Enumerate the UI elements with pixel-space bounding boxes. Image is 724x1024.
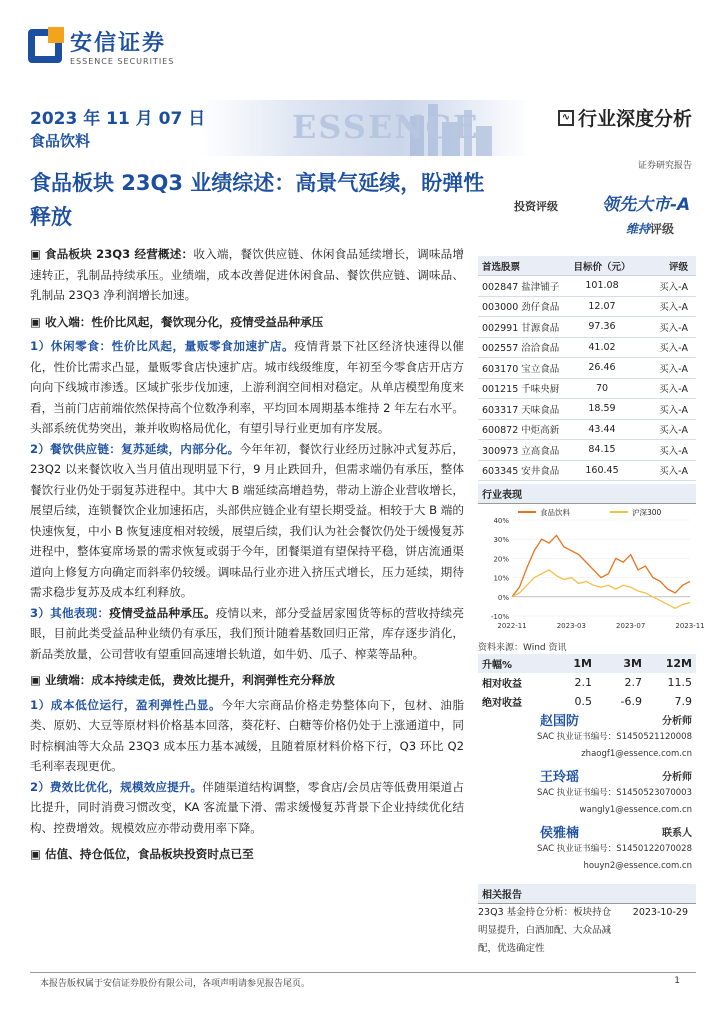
report-title: 食品板块 23Q3 业绩综述：高景气延续，盼弹性释放 <box>30 171 485 229</box>
performance-title: 行业表现 <box>478 484 696 504</box>
col-target: 目标价（元） <box>573 261 631 273</box>
returns-label: 相对收益 <box>482 679 522 690</box>
stock-rating: 买入-A <box>659 343 688 355</box>
col-12m: 12M <box>665 657 692 670</box>
bullet-icon: ▣ <box>30 314 41 329</box>
x-tick-label: 2022-11 <box>497 622 527 630</box>
stock-target-price: 84.15 <box>588 444 616 456</box>
bullet-icon: ▣ <box>30 247 41 261</box>
y-tick-label: -10% <box>490 613 509 621</box>
stock-target-price: 41.02 <box>588 341 616 353</box>
related-title: 相关报告 <box>478 884 696 904</box>
analyst-card <box>478 710 696 763</box>
analyst-name: 王玲瑶 <box>540 770 580 785</box>
stock-target-price: 97.36 <box>588 321 616 333</box>
stock-name: 002847 盐津铺子 <box>482 281 560 293</box>
analyst-cert: SAC 执业证书编号：S1450523070003 <box>536 788 692 798</box>
overview-head: 食品板块 23Q3 经营概述： <box>44 247 194 261</box>
snacks-text: 疫情背景下社区经济快速得以催化，性价比需求凸显，量贩零食店快速扩店。城市线级维度，年初至今零食店开店方向向下线城市渗透。区域扩张步伐加速，上游利润空间相对稳定。从单店模型角度来看，当前门店前端依然保持高个位数净利率，平均回本周期基本维持 2 年左右水平。头部系统优势突出，兼并收购格局优化，有望引导行业更加有序发展。 <box>30 339 464 435</box>
stock-target-price: 101.08 <box>585 280 619 292</box>
returns-1m: 0.5 <box>574 695 592 708</box>
analyst-card <box>478 822 696 875</box>
stock-rating: 买入-A <box>659 445 688 457</box>
catering-paragraph <box>30 439 464 603</box>
rating-value: 领先大市-A <box>602 195 691 215</box>
section-revenue-title: 收入端：性价比风起，餐饮现分化，疫情受益品种承压 <box>45 314 324 329</box>
stock-name: 603345 安井食品 <box>482 466 560 478</box>
stock-target-price: 26.46 <box>588 362 616 374</box>
chart-source: 资料来源：Wind 资讯 <box>478 643 567 653</box>
banner-watermark: ESSENCE <box>292 108 480 146</box>
analyst-card <box>478 766 696 819</box>
footer-divider <box>30 972 696 973</box>
stock-name: 002991 甘源食品 <box>482 322 560 334</box>
expense-paragraph <box>30 777 464 839</box>
expense-head: 2）费效比优化，规模效应提升。 <box>30 779 203 794</box>
x-tick-label: 2023-07 <box>616 622 646 630</box>
brand-logo <box>28 26 174 66</box>
stock-rating: 买入-A <box>659 404 688 416</box>
rating-sub-suffix: 评级 <box>650 222 675 236</box>
col-stock: 首选股票 <box>482 261 521 273</box>
stock-table-header <box>478 256 696 276</box>
col-rating: 评级 <box>668 261 688 273</box>
col-metric: 升幅% <box>482 660 513 671</box>
page-number: 1 <box>674 976 680 986</box>
stock-target-price: 43.44 <box>588 423 616 435</box>
bullet-icon: ▣ <box>30 673 41 687</box>
y-tick-label: 10% <box>493 574 509 583</box>
report-sector: 食品饮料 <box>30 132 91 150</box>
logo-mark-icon <box>28 29 62 63</box>
other-head2: 疫情受益品种承压。 <box>109 605 216 620</box>
returns-row <box>478 673 696 692</box>
y-tick-label: 40% <box>493 517 509 525</box>
stock-name: 300973 立高食品 <box>482 445 560 457</box>
stock-row <box>478 420 696 441</box>
analyst-role: 分析师 <box>662 716 692 727</box>
stock-name: 600872 中炬高新 <box>482 425 560 437</box>
stock-name: 603170 宝立食品 <box>482 363 560 375</box>
stock-row <box>478 297 696 318</box>
stock-rating: 买入-A <box>659 322 688 334</box>
stock-name: 003000 劲仔食品 <box>482 302 560 314</box>
stock-rating: 买入-A <box>659 466 688 478</box>
analyst-email[interactable]: houyn2@essence.com.cn <box>583 861 692 871</box>
stock-row <box>478 440 696 461</box>
stock-target-price: 12.07 <box>588 300 616 312</box>
returns-row <box>478 692 696 711</box>
stock-target-price: 70 <box>595 382 609 394</box>
bullet-icon: ▣ <box>30 847 41 861</box>
related-report-text[interactable]: 23Q3 基金持仓分析：板块持仓明显提升，白酒加配、大众品减配，优选确定性 <box>478 907 612 954</box>
related-report-date: 2023-10-29 <box>632 907 688 918</box>
other-head: 3）其他表现： <box>30 605 110 620</box>
stock-rating: 买入-A <box>659 425 688 437</box>
section-earnings-title: 业绩端：成本持续走低，费效比提升，利润弹性充分释放 <box>45 673 335 687</box>
legend-label: 沪深300 <box>632 508 662 517</box>
rating-sub-value: 维持 <box>626 222 651 236</box>
cost-paragraph <box>30 695 464 777</box>
catering-head: 2）餐饮供应链：复苏延续，内部分化。 <box>30 441 240 456</box>
report-body <box>30 244 464 865</box>
stock-rating: 买入-A <box>659 384 688 396</box>
cost-text: 今年大宗商品价格走势整体向下，包材、油脂类、原奶、大豆等原材料价格基本回落，葵花籽、白糖等价格仍处于上涨通道中，同时棕榈油等大众品 23Q3 成本压力基本减缓，且随着原材料价格下行，Q3 环比 Q2 毛利率表现更优。 <box>30 697 464 773</box>
returns-3m: -6.9 <box>620 695 642 708</box>
brand-name-cn: 安信证券 <box>70 31 167 56</box>
expense-text: 伴随渠道结构调整，零食店/会员店等低费用渠道占比提升，同时消费习惯改变，KA 客流量下滑、需求缓慢复苏背景下企业持续优化结构、控费增效。规模效应亦带动费用率下降。 <box>30 779 464 835</box>
footer-disclaimer: 本报告版权属于安信证券股份有限公司，各项声明请参见报告尾页。 <box>40 979 311 989</box>
stock-rating: 买入-A <box>659 281 688 293</box>
analyst-name: 侯雅楠 <box>540 826 580 841</box>
stock-name: 603317 天味食品 <box>482 404 560 416</box>
other-paragraph <box>30 603 464 665</box>
returns-12m: 7.9 <box>674 695 692 708</box>
x-tick-label: 2023-03 <box>556 622 586 630</box>
related-report[interactable] <box>478 904 696 958</box>
section-valuation-head <box>30 844 464 865</box>
series-line <box>512 570 690 608</box>
doc-subtype: 证券研究报告 <box>637 161 692 171</box>
stock-name: 002557 洽洽食品 <box>482 343 560 355</box>
analyst-role: 联系人 <box>662 828 692 839</box>
brand-name-en: ESSENCE SECURITIES <box>70 57 175 66</box>
analyst-name: 赵国防 <box>540 714 580 729</box>
returns-1m: 2.1 <box>574 676 592 689</box>
col-1m: 1M <box>573 657 592 670</box>
report-date: 2023 年 11 月 07 日 <box>30 109 206 129</box>
analyst-cert: SAC 执业证书编号：S1450122070028 <box>536 844 692 854</box>
y-tick-label: 30% <box>493 536 509 545</box>
other-text: 疫情以来，部分受益居家囤货等标的营收持续亮眼，目前此类受益品种业绩仍有承压，我们预计随着基数回归正常，库存逐步消化，新品类放量，公司营收有望重回高速增长轨道，如牛奶、瓜子、榨菜等品种。 <box>30 605 464 661</box>
section-revenue-head <box>30 312 464 333</box>
rating-label: 投资评级 <box>514 200 558 213</box>
stock-table <box>478 256 696 481</box>
performance-chart <box>478 504 705 634</box>
analyst-cert: SAC 执业证书编号：S1450521120008 <box>536 732 692 742</box>
overview-paragraph <box>30 244 464 306</box>
stock-name: 001215 千味央厨 <box>482 384 560 396</box>
stock-target-price: 18.59 <box>588 403 616 415</box>
stock-row <box>478 399 696 420</box>
stock-row <box>478 461 696 482</box>
section-earnings-head <box>30 670 464 691</box>
stock-row <box>478 276 696 297</box>
y-tick-label: 0% <box>497 593 509 602</box>
chart-icon: ∿ <box>558 110 574 126</box>
catering-text: 今年年初，餐饮行业经历过脉冲式复苏后，23Q2 以来餐饮收入当月值出现明显下行，9 月止跌回升，但需求端仍有承压，整体餐饮行业仍处于弱复苏进程中。其中大 B 端延续高增趋势，带动上游企业营收增长，展望后续，连锁餐饮企业加速拓店，头部供应链企业有望长期受益。相较于大 B 端的快速恢复，中小 B 恢复速度相对较缓，展望后续，我们认为社会餐饮仍处于缓慢复苏进程中，整体宴席场景的需求恢复或弱于今年，团餐渠道有望保持平稳，饼店流通渠道向上修复方向确定而斜率仍较缓。调味品行业亦进入挤压式增长，压力延续，期待需求稳步复苏及成本红利释放。 <box>30 441 464 599</box>
cost-head: 1）成本低位运行，盈利弹性凸显。 <box>30 697 222 712</box>
returns-table <box>478 654 696 711</box>
stock-row <box>478 338 696 359</box>
returns-header <box>478 654 696 673</box>
returns-label: 绝对收益 <box>482 698 522 709</box>
x-tick-label: 2023-11 <box>675 622 705 630</box>
doc-type <box>558 104 692 131</box>
analyst-email[interactable]: wangly1@essence.com.cn <box>579 805 692 815</box>
stock-rating: 买入-A <box>659 302 688 314</box>
stock-target-price: 160.45 <box>585 464 619 476</box>
stock-row <box>478 358 696 379</box>
analyst-role: 分析师 <box>662 772 692 783</box>
snacks-paragraph <box>30 336 464 439</box>
rating-sub <box>626 220 674 237</box>
stock-rating: 买入-A <box>659 363 688 375</box>
returns-3m: 2.7 <box>624 676 642 689</box>
stock-row <box>478 317 696 338</box>
returns-12m: 11.5 <box>667 676 692 689</box>
stock-row <box>478 379 696 400</box>
legend-label: 食品饮料 <box>540 508 570 517</box>
snacks-head: 1）休闲零食：性价比风起，量贩零食加速扩店。 <box>30 339 295 353</box>
overview-text: 收入端，餐饮供应链、休闲食品延续增长，调味品增速转正，乳制品持续承压。业绩端，成本改善促进休闲食品、餐饮供应链、调味品、乳制品 23Q3 净利润增长加速。 <box>30 247 464 302</box>
analyst-email[interactable]: zhaogf1@essence.com.cn <box>581 749 692 759</box>
y-tick-label: 20% <box>493 555 509 564</box>
col-3m: 3M <box>623 657 642 670</box>
section-valuation-title: 估值、持仓低位，食品板块投资时点已至 <box>45 847 254 861</box>
doc-type-label: 行业深度分析 <box>577 108 692 130</box>
